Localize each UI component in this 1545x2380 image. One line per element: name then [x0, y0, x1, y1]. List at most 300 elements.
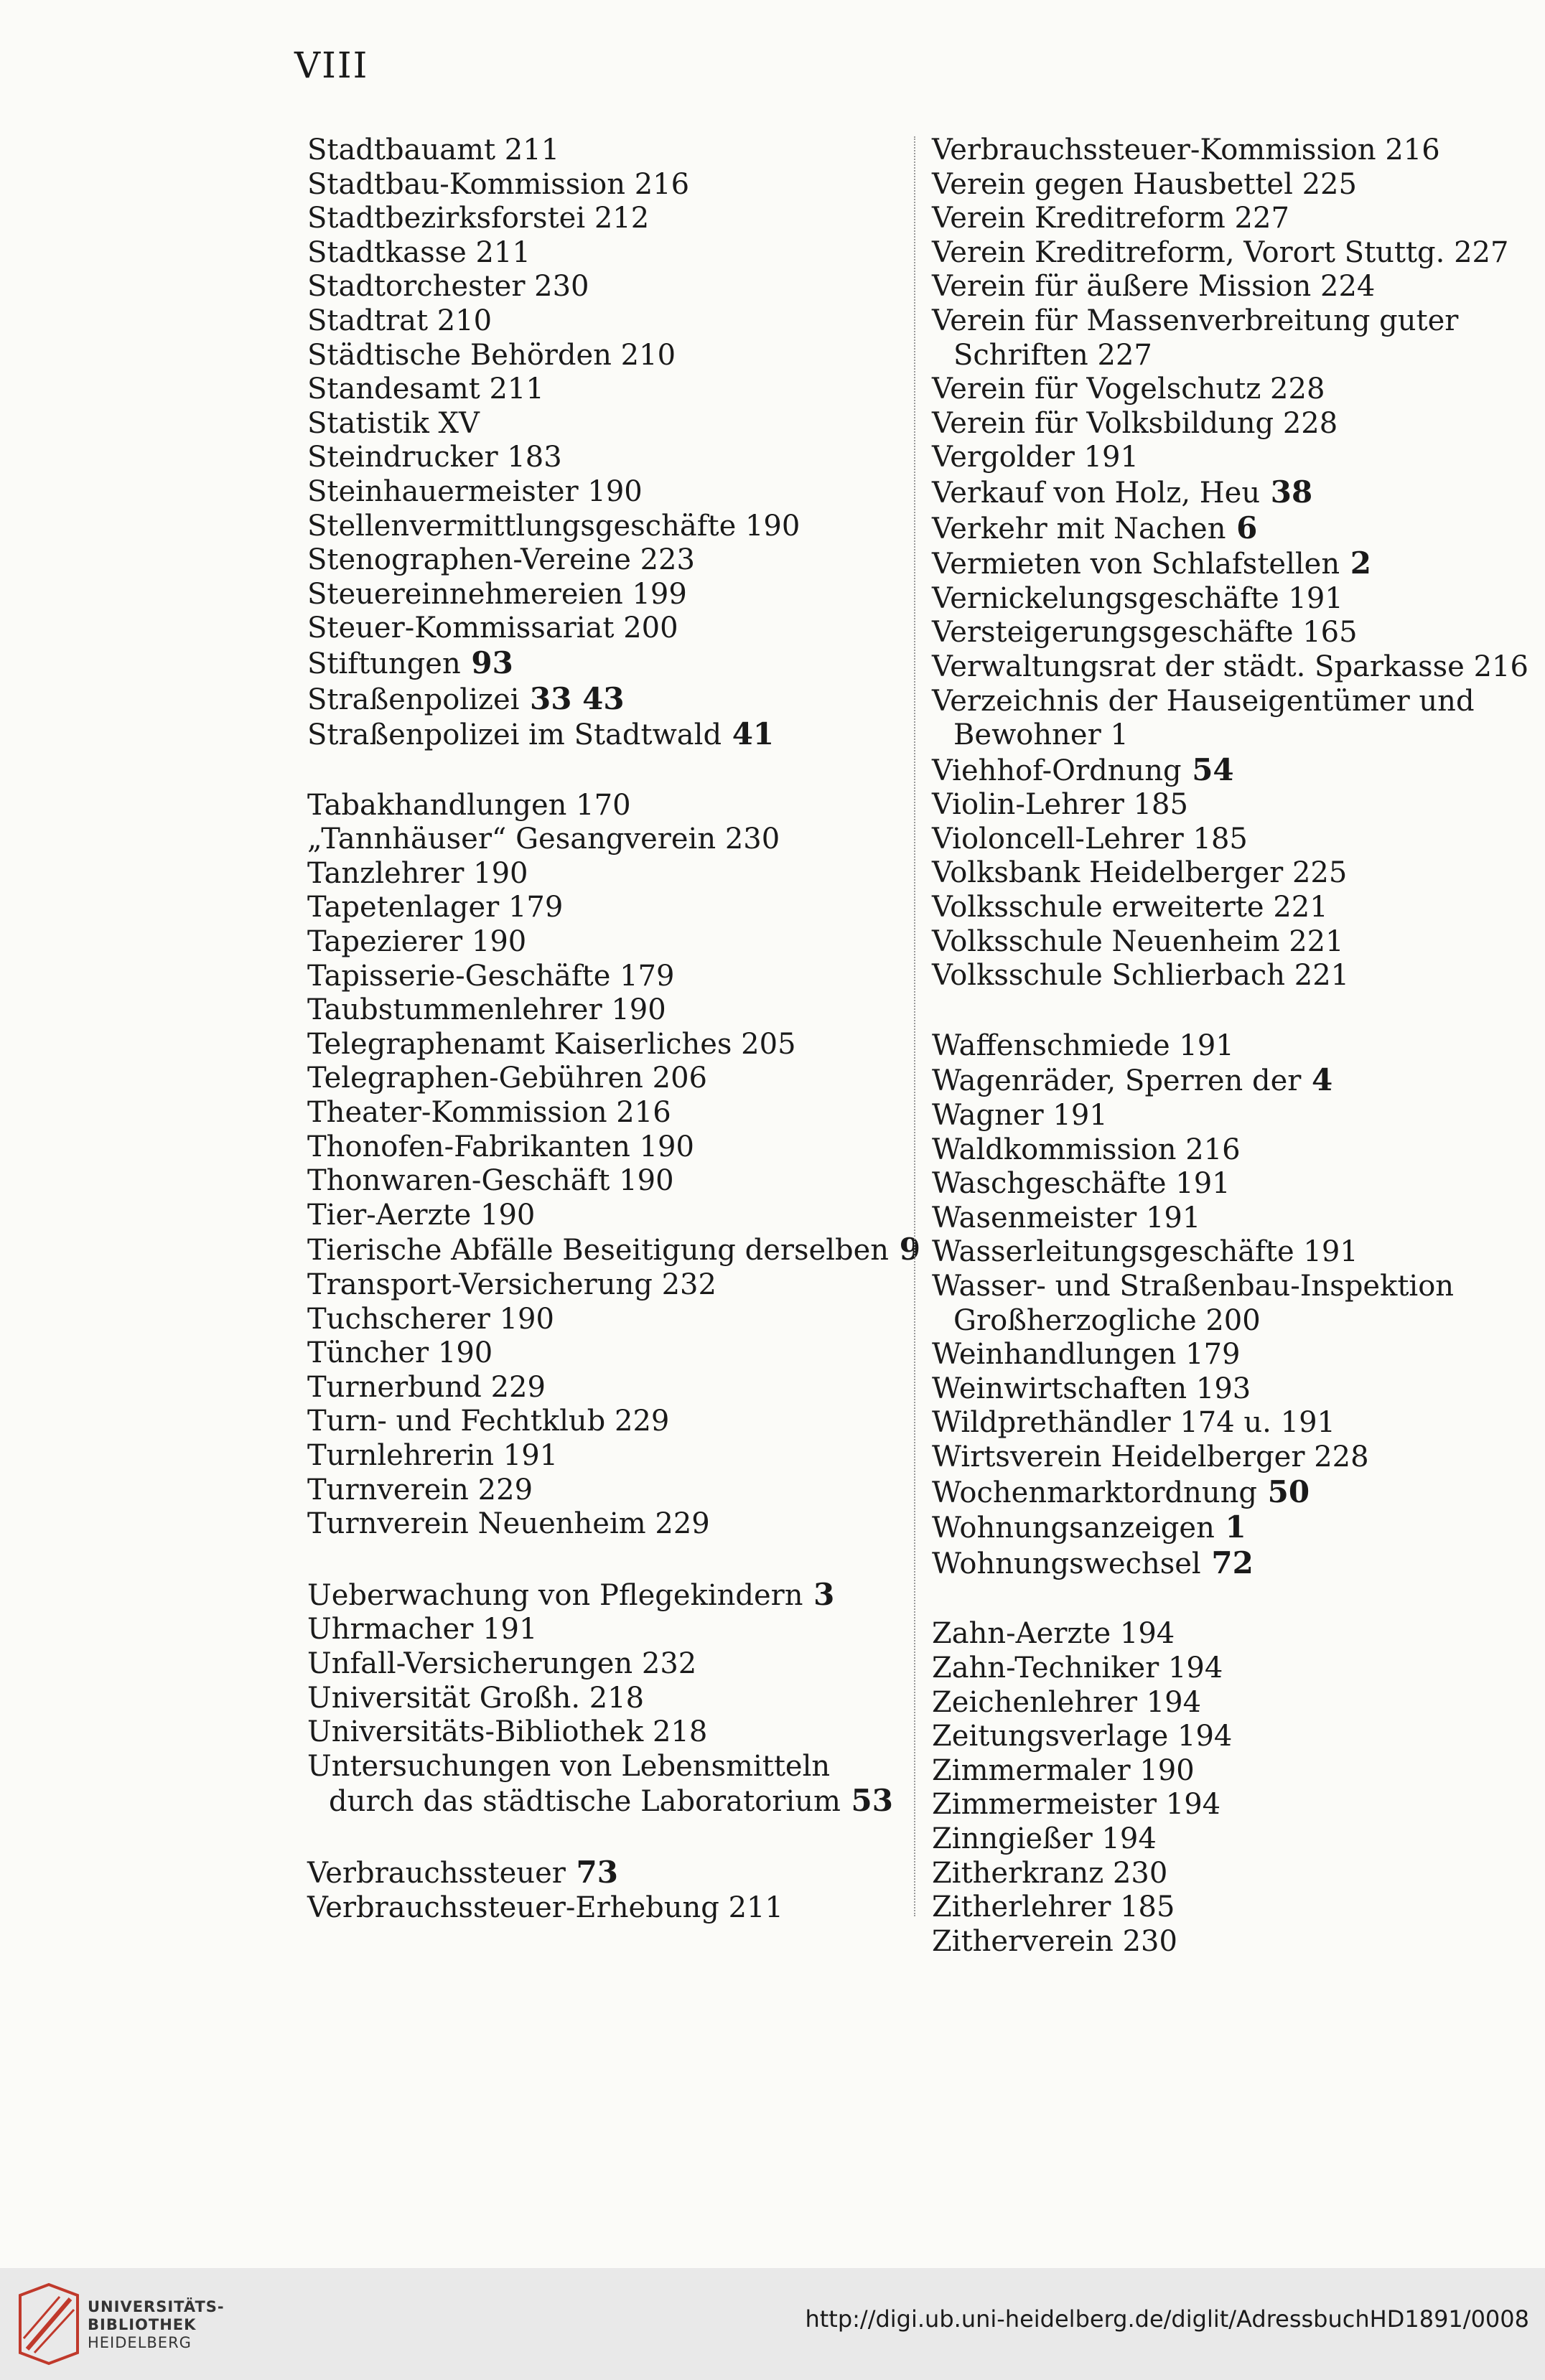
index-entry	[932, 1788, 1531, 1822]
index-entry-page-ref: 191	[1288, 581, 1343, 615]
index-entry	[307, 789, 910, 823]
index-entry-term: Verein Kreditreform	[932, 202, 1226, 235]
index-entry-term: Tierische Abfälle Beseitigung derselben	[307, 1234, 890, 1268]
index-entry	[307, 236, 910, 271]
index-entry	[932, 925, 1531, 960]
index-entry	[932, 1652, 1531, 1686]
index-entry-page-ref: 3	[813, 1576, 835, 1612]
index-entry-term: Zitherverein	[932, 1924, 1114, 1958]
page-number: VIII	[294, 44, 369, 86]
index-entry	[307, 857, 910, 891]
index-entry-term: Verein für Volksbildung	[932, 406, 1274, 440]
index-entry-page-ref: 218	[652, 1715, 708, 1749]
index-entry-term: Turnerbund	[307, 1370, 482, 1404]
index-entry-page-ref: 190	[745, 509, 800, 543]
index-entry	[932, 1510, 1531, 1546]
index-entry-term: Verein für äußere Mission	[932, 270, 1312, 304]
index-entry-term: „Tannhäuser“ Gesangverein	[307, 823, 717, 856]
column-divider	[914, 136, 915, 1916]
index-entry-page-ref: 199	[632, 577, 687, 611]
index-entry-page-ref: 179	[1185, 1338, 1241, 1372]
index-entry-term: Zahn-Aerzte	[932, 1617, 1111, 1651]
index-entry-term: Verein gegen Hausbettel	[932, 167, 1293, 201]
index-entry-term: Verzeichnis der Hauseigentümer und Bewohner	[932, 684, 1475, 752]
index-entry	[932, 1270, 1531, 1338]
index-letter-group	[307, 1855, 910, 1925]
index-entry	[932, 168, 1531, 202]
index-entry-term: Zimmermeister	[932, 1788, 1157, 1822]
index-entry-page-ref: 191	[1083, 441, 1139, 474]
index-entry	[932, 1891, 1531, 1925]
index-entry-term: Waffenschmiede	[932, 1029, 1170, 1062]
index-entry-term: Waldkommission	[932, 1133, 1177, 1166]
index-entry-page-ref: 211	[504, 133, 560, 167]
index-column-right	[932, 133, 1531, 1995]
index-entry-term: Tüncher	[307, 1336, 429, 1370]
index-entry	[307, 1371, 910, 1405]
index-entry-page-ref: 221	[1294, 959, 1350, 993]
index-entry	[932, 1617, 1531, 1652]
index-entry	[932, 616, 1531, 650]
index-entry	[307, 717, 910, 753]
index-entry-page-ref: 190	[473, 856, 528, 890]
index-entry-term: Waschgeschäfte	[932, 1167, 1167, 1201]
index-entry	[307, 1647, 910, 1682]
index-entry-page-ref: 190	[499, 1302, 554, 1336]
index-entry-page-ref: 227	[1234, 202, 1289, 235]
index-entry	[932, 856, 1531, 891]
index-entry-page-ref: 93	[471, 645, 513, 680]
index-entry-page-ref: 194	[1119, 1617, 1175, 1651]
index-entry-page-ref: 206	[652, 1062, 707, 1095]
index-entry	[932, 1406, 1531, 1440]
index-entry	[932, 1338, 1531, 1372]
index-entry-term: Vergolder	[932, 441, 1075, 474]
index-entry-term: Theater-Kommission	[307, 1096, 607, 1130]
index-entry-page-ref: 174 u. 191	[1180, 1406, 1335, 1440]
index-entry	[307, 1715, 910, 1750]
index-entry-term: Zahn-Techniker	[932, 1651, 1159, 1685]
index-entry-page-ref: 200	[1205, 1303, 1261, 1337]
index-entry-page-ref: 228	[1314, 1440, 1369, 1474]
index-entry-page-ref: 190	[639, 1130, 694, 1163]
index-entry	[932, 1686, 1531, 1720]
index-entry	[307, 339, 910, 373]
index-entry-term: Zimmermaler	[932, 1753, 1131, 1787]
index-entry-term: Universität Großh.	[307, 1681, 581, 1715]
source-url-link[interactable]: http://digi.ub.uni-heidelberg.de/diglit/AdressbuchHD1891/0008	[805, 2305, 1529, 2333]
index-entry	[307, 1750, 910, 1819]
index-entry-page-ref: 193	[1195, 1372, 1251, 1405]
index-entry	[932, 1475, 1531, 1511]
index-entry	[932, 511, 1531, 547]
index-entry-page-ref: 165	[1302, 616, 1358, 650]
index-entry	[932, 1925, 1531, 1959]
index-entry-term: Verein für Massenverbreitung guter Schriften	[932, 304, 1459, 372]
index-entry-term: Volksschule erweiterte	[932, 891, 1264, 924]
index-entry-page-ref: 194	[1167, 1651, 1223, 1685]
index-entry	[307, 1164, 910, 1199]
index-entry-term: Wohnungswechsel	[932, 1547, 1201, 1580]
index-entry-page-ref: 221	[1289, 924, 1344, 958]
index-entry-term: Universitäts-Bibliothek	[307, 1715, 644, 1749]
index-entry-term: Ueberwachung von Pflegekindern	[307, 1578, 803, 1612]
index-entry-page-ref: 185	[1120, 1891, 1175, 1924]
index-entry-term: Steuereinnehmereien	[307, 577, 623, 611]
index-entry-page-ref: 179	[620, 959, 675, 993]
index-entry	[307, 1439, 910, 1474]
index-entry-term: Zitherlehrer	[932, 1891, 1111, 1924]
index-entry	[307, 1268, 910, 1303]
index-entry-page-ref: 185	[1192, 822, 1248, 856]
index-entry-page-ref: 218	[589, 1681, 645, 1715]
index-entry	[307, 891, 910, 925]
index-entry-page-ref: 190	[611, 993, 666, 1027]
index-entry-page-ref: 225	[1302, 167, 1357, 201]
index-entry-term: Wagner	[932, 1099, 1044, 1133]
index-letter-group	[307, 1578, 910, 1819]
index-entry-page-ref: 194	[1165, 1788, 1221, 1822]
index-entry-term: Stadtorchester	[307, 270, 526, 304]
index-entry-page-ref: 72	[1211, 1545, 1254, 1580]
index-entry-page-ref: 230	[534, 270, 589, 304]
index-entry-page-ref: 53	[851, 1783, 893, 1819]
index-entry-page-ref: 229	[615, 1405, 670, 1438]
index-entry	[307, 304, 910, 339]
index-entry-term: Verwaltungsrat der städt. Sparkasse	[932, 650, 1465, 683]
index-entry-page-ref: 232	[641, 1646, 697, 1680]
index-entry	[307, 1028, 910, 1062]
index-entry-term: Volksschule Neuenheim	[932, 924, 1280, 958]
index-entry-term: Turnlehrerin	[307, 1438, 495, 1472]
index-entry-page-ref: 227	[1454, 235, 1509, 269]
index-entry	[307, 1062, 910, 1096]
index-entry-page-ref: 216	[1185, 1133, 1241, 1166]
index-entry-term: Wochenmarktordnung	[932, 1476, 1257, 1509]
index-entry-term: Stadtbauamt	[307, 133, 496, 167]
index-entry-page-ref: 194	[1101, 1822, 1157, 1855]
index-entry-term: Wagenräder, Sperren der	[932, 1064, 1302, 1098]
index-entry-page-ref: 227	[1097, 338, 1152, 372]
index-entry-page-ref: 211	[728, 1891, 783, 1924]
index-entry-term: Vermieten von Schlafstellen	[932, 548, 1340, 581]
index-entry	[932, 685, 1531, 753]
index-letter-group	[307, 788, 920, 1542]
index-entry-term: Weinwirtschaften	[932, 1372, 1187, 1405]
index-entry	[932, 1235, 1531, 1270]
index-entry	[307, 1855, 910, 1891]
index-entry	[307, 373, 910, 407]
index-entry-page-ref: 223	[640, 543, 695, 577]
index-entry-page-ref: 170	[576, 788, 631, 822]
index-entry	[307, 168, 910, 202]
index-entry	[932, 1099, 1531, 1133]
index-entry	[307, 960, 910, 994]
index-entry-term: Steindrucker	[307, 441, 498, 474]
index-letter-group	[932, 1029, 1531, 1582]
index-entry	[932, 441, 1531, 475]
index-entry-term: Uhrmacher	[307, 1613, 474, 1646]
index-entry-page-ref: 216	[616, 1096, 671, 1130]
index-entry-page-ref: 179	[508, 891, 564, 924]
index-entry-term: Verein für Vogelschutz	[932, 373, 1261, 406]
index-entry-term: Stadtbau-Kommission	[307, 167, 625, 201]
index-entry	[307, 1891, 910, 1926]
index-entry-term: Verbrauchssteuer	[307, 1856, 566, 1890]
index-entry	[307, 682, 910, 718]
index-entry-page-ref: 200	[623, 612, 678, 645]
index-entry-term: Transport-Versicherung	[307, 1268, 653, 1301]
heidelberg-library-logo-icon	[13, 2281, 85, 2367]
index-entry-page-ref: 191	[1175, 1167, 1231, 1201]
index-entry-term: Wasenmeister	[932, 1201, 1137, 1234]
index-entry	[307, 823, 910, 857]
index-entry-term: Verein Kreditreform, Vorort Stuttg.	[932, 235, 1445, 269]
index-entry-term: Taubstummenlehrer	[307, 993, 602, 1027]
index-entry	[932, 202, 1531, 236]
index-entry	[932, 1167, 1531, 1201]
index-entry-term: Untersuchungen von Lebensmitteln durch das städtische Laboratorium	[307, 1749, 841, 1819]
index-entry-page-ref: 73	[576, 1854, 618, 1890]
index-entry-term: Versteigerungsgeschäfte	[932, 616, 1294, 650]
index-entry-term: Tier-Aerzte	[307, 1198, 472, 1232]
index-entry-term: Stenographen-Vereine	[307, 543, 631, 577]
index-entry-page-ref: 4	[1312, 1062, 1333, 1098]
index-letter-group	[932, 1617, 1531, 1959]
index-entry-page-ref: 216	[634, 167, 690, 201]
index-entry-term: Stellenvermittlungsgeschäfte	[307, 509, 737, 543]
index-entry-term: Stadtbezirksforstei	[307, 202, 586, 235]
index-entry-page-ref: 50	[1267, 1474, 1310, 1509]
index-entry-term: Thonofen-Fabrikanten	[307, 1130, 630, 1163]
library-name	[88, 2298, 225, 2352]
index-entry-term: Turn- und Fechtklub	[307, 1405, 606, 1438]
index-entry	[307, 925, 910, 960]
index-entry	[932, 1822, 1531, 1857]
index-entry	[307, 1613, 910, 1647]
index-entry-page-ref: 190	[587, 474, 643, 508]
index-entry-page-ref: 41	[732, 716, 775, 752]
index-entry-page-ref: 2	[1350, 545, 1371, 581]
footer-bar	[0, 2268, 1545, 2380]
index-entry-page-ref: 228	[1282, 406, 1338, 440]
index-entry-page-ref: 210	[620, 338, 676, 372]
index-entry-term: Tapisserie-Geschäfte	[307, 959, 611, 993]
index-entry-page-ref: 224	[1320, 270, 1376, 304]
index-entry-page-ref: 211	[475, 235, 531, 269]
index-entry-term: Tuchscherer	[307, 1302, 490, 1336]
index-entry-term: Weinhandlungen	[932, 1338, 1177, 1372]
index-entry-page-ref: 230	[1112, 1856, 1168, 1890]
index-entry	[307, 202, 910, 236]
index-entry-page-ref: XV	[438, 406, 480, 440]
index-entry-page-ref: 216	[1385, 133, 1440, 167]
index-entry-term: Stiftungen	[307, 647, 461, 680]
index-entry-page-ref: 33 43	[530, 680, 625, 716]
index-entry	[932, 1063, 1531, 1099]
index-entry-page-ref: 1	[1225, 1509, 1246, 1545]
index-entry-term: Zeichenlehrer	[932, 1685, 1137, 1719]
index-entry-page-ref: 229	[477, 1473, 533, 1507]
index-entry-page-ref: 191	[1145, 1201, 1201, 1234]
index-entry-page-ref: 230	[1122, 1924, 1177, 1958]
index-entry-term: Tapezierer	[307, 925, 463, 959]
index-entry	[932, 1754, 1531, 1789]
index-entry-page-ref: 205	[741, 1027, 796, 1061]
index-entry-term: Wirtsverein Heidelberger	[932, 1440, 1305, 1474]
index-entry-term: Stadtkasse	[307, 235, 467, 269]
index-entry	[932, 1857, 1531, 1891]
index-entry-term: Verkauf von Holz, Heu	[932, 476, 1261, 510]
index-entry-page-ref: 190	[619, 1164, 674, 1198]
index-entry-page-ref: 191	[482, 1613, 538, 1646]
index-entry	[307, 1474, 910, 1508]
index-entry	[932, 1201, 1531, 1236]
index-entry-page-ref: 190	[480, 1198, 536, 1232]
index-entry	[932, 1372, 1531, 1407]
index-entry-term: Verbrauchssteuer-Kommission	[932, 133, 1376, 167]
index-entry-term: Turnverein Neuenheim	[307, 1507, 646, 1541]
index-entry	[307, 543, 910, 578]
index-entry	[932, 753, 1531, 789]
index-entry-term: Tabakhandlungen	[307, 788, 567, 822]
index-entry	[932, 407, 1531, 441]
index-entry-term: Zinngießer	[932, 1822, 1093, 1855]
index-entry	[932, 788, 1531, 823]
index-entry	[307, 441, 910, 475]
index-entry-term: Violoncell-Lehrer	[932, 822, 1184, 856]
index-entry-term: Thonwaren-Geschäft	[307, 1164, 610, 1198]
index-entry	[307, 993, 910, 1028]
index-entry	[307, 1336, 910, 1371]
index-entry	[307, 1199, 910, 1233]
index-entry	[932, 373, 1531, 407]
index-entry	[932, 546, 1531, 582]
library-name-line3: HEIDELBERG	[88, 2334, 192, 2351]
index-entry-page-ref: 9	[899, 1232, 920, 1268]
index-entry	[307, 646, 910, 682]
index-entry	[932, 1029, 1531, 1064]
index-entry-page-ref: 211	[489, 373, 544, 406]
index-entry	[932, 891, 1531, 925]
index-entry	[307, 510, 910, 544]
index-entry-term: Viehhof-Ordnung	[932, 754, 1182, 787]
index-entry	[307, 1303, 910, 1337]
index-entry	[932, 1720, 1531, 1754]
library-name-line2: BIBLIOTHEK	[88, 2316, 197, 2333]
index-entry-term: Vernickelungsgeschäfte	[932, 581, 1279, 615]
index-entry-term: Verkehr mit Nachen	[932, 512, 1226, 545]
index-entry	[307, 1130, 910, 1165]
index-entry	[932, 236, 1531, 271]
index-entry-page-ref: 228	[1270, 373, 1325, 406]
index-entry-term: Telegraphen-Gebühren	[307, 1062, 643, 1095]
index-entry-page-ref: 191	[503, 1438, 559, 1472]
index-entry	[307, 1682, 910, 1716]
index-entry	[932, 270, 1531, 304]
index-entry-page-ref: 194	[1177, 1720, 1233, 1753]
index-entry-term: Zeitungsverlage	[932, 1720, 1169, 1753]
index-entry-page-ref: 190	[471, 925, 527, 959]
index-entry-page-ref: 229	[655, 1507, 710, 1541]
index-entry	[307, 1096, 910, 1130]
index-entry-term: Wildprethändler	[932, 1406, 1171, 1440]
index-letter-group	[932, 133, 1531, 993]
index-entry-term: Steuer-Kommissariat	[307, 612, 615, 645]
index-entry-term: Volksbank Heidelberger	[932, 856, 1284, 890]
index-entry-page-ref: 183	[507, 441, 562, 474]
library-name-line1: UNIVERSITÄTS-	[88, 2298, 225, 2315]
index-entry	[307, 133, 910, 168]
index-entry-term: Violin-Lehrer	[932, 788, 1124, 822]
index-entry-term: Verbrauchssteuer-Erhebung	[307, 1891, 719, 1924]
index-entry-page-ref: 185	[1133, 788, 1188, 822]
index-entry	[932, 133, 1531, 168]
index-entry	[932, 582, 1531, 617]
index-entry-page-ref: 221	[1273, 891, 1328, 924]
index-entry-term: Wasser- und Straßenbau-Inspektion Großherzogliche	[932, 1270, 1455, 1337]
index-entry-page-ref: 210	[437, 304, 493, 337]
index-entry	[307, 1405, 910, 1439]
index-entry-term: Steinhauermeister	[307, 474, 579, 508]
index-entry-page-ref: 38	[1270, 474, 1313, 510]
index-entry-page-ref: 230	[724, 823, 780, 856]
index-entry-page-ref: 216	[1473, 650, 1528, 683]
index-entry	[307, 1507, 910, 1542]
index-entry-term: Standesamt	[307, 373, 480, 406]
index-entry-term: Stadtrat	[307, 304, 429, 337]
index-entry	[932, 304, 1531, 373]
index-entry-page-ref: 194	[1146, 1685, 1202, 1719]
index-entry-term: Straßenpolizei	[307, 683, 520, 716]
index-entry	[932, 823, 1531, 857]
index-entry	[307, 475, 910, 510]
index-entry-page-ref: 1	[1110, 718, 1129, 752]
index-entry	[307, 1232, 920, 1268]
index-entry	[932, 959, 1531, 993]
index-entry	[307, 270, 910, 304]
index-entry-term: Tanzlehrer	[307, 856, 465, 890]
index-entry-term: Statistik	[307, 406, 429, 440]
index-column-left	[307, 133, 920, 1961]
index-entry-page-ref: 232	[661, 1268, 717, 1301]
index-entry-term: Straßenpolizei im Stadtwald	[307, 718, 722, 752]
index-entry-term: Zitherkranz	[932, 1856, 1104, 1890]
index-letter-group	[307, 133, 910, 753]
index-entry	[307, 612, 910, 646]
index-entry-page-ref: 191	[1179, 1029, 1234, 1062]
index-entry-page-ref: 191	[1303, 1235, 1358, 1269]
index-entry-term: Wasserleitungsgeschäfte	[932, 1235, 1294, 1269]
index-entry-page-ref: 6	[1236, 510, 1258, 545]
index-entry-page-ref: 229	[490, 1370, 546, 1404]
index-entry-term: Wohnungsanzeigen	[932, 1512, 1215, 1545]
index-entry-term: Tapetenlager	[307, 891, 500, 924]
index-entry-page-ref: 212	[594, 202, 650, 235]
index-entry-term: Turnverein	[307, 1473, 469, 1507]
index-entry	[307, 407, 910, 441]
index-entry	[307, 578, 910, 612]
index-entry	[932, 1440, 1531, 1475]
index-entry-page-ref: 191	[1052, 1099, 1108, 1133]
index-entry-page-ref: 225	[1292, 856, 1348, 890]
index-entry-page-ref: 190	[1139, 1753, 1195, 1787]
index-entry-term: Städtische Behörden	[307, 338, 612, 372]
index-entry	[307, 1578, 910, 1613]
index-entry-page-ref: 190	[437, 1336, 493, 1370]
index-entry	[932, 650, 1531, 685]
index-entry	[932, 1133, 1531, 1168]
